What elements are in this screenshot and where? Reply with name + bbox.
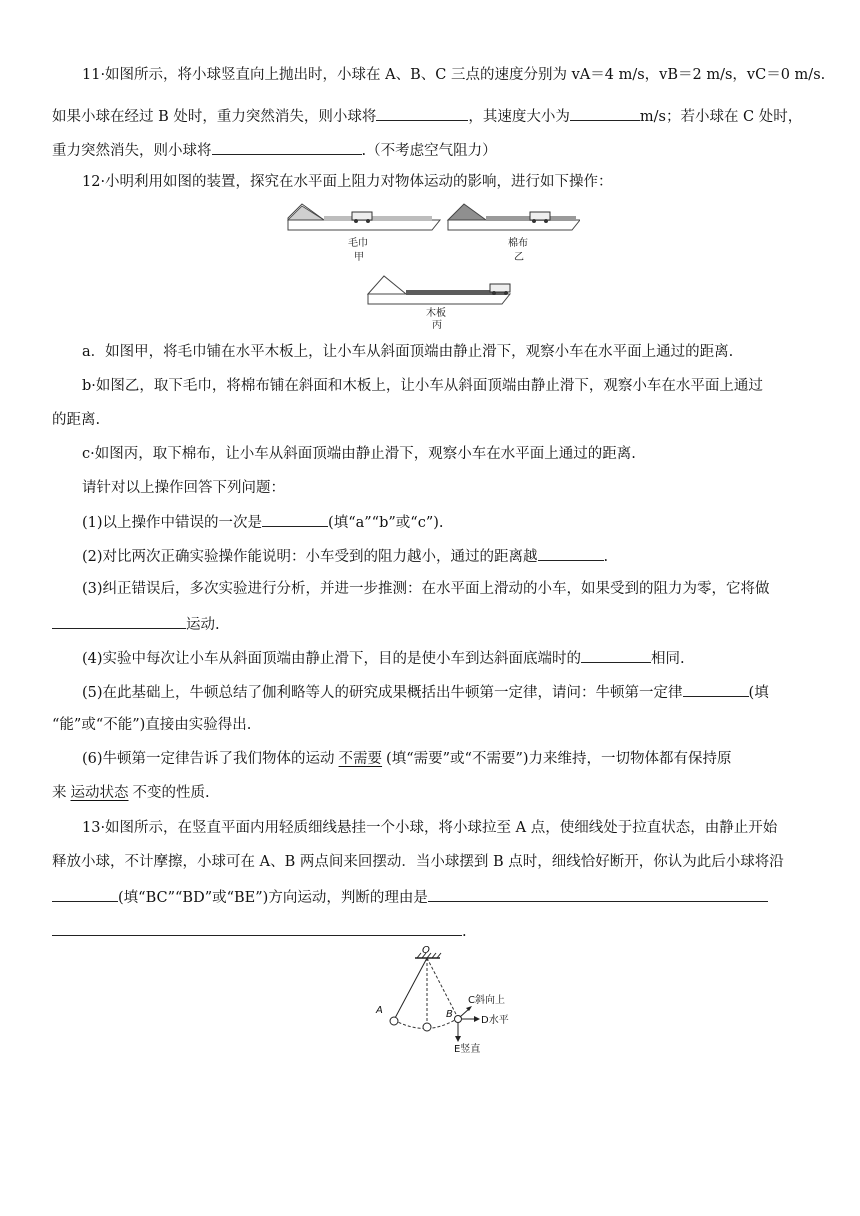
q12-answer-2: 运动状态 xyxy=(70,785,129,801)
q12-sub5-line2: “能”或“不能”)直接由实验得出. xyxy=(52,717,252,733)
q12-sub5-line1: (5)在此基础上，牛顿总结了伽利略等人的研究成果概括出牛顿第一定律，请问：牛顿第一定律 (填 xyxy=(82,681,812,703)
q11-line1: 11·如图所示，将小球竖直向上抛出时，小球在 A、B、C 三点的速度分别为 vA＝4 m/s，vB＝2 m/s，vC＝0 m/s. xyxy=(82,67,826,83)
label-E: E竖直 xyxy=(454,1044,481,1055)
q11-line2: 如果小球在经过 B 处时，重力突然消失，则小球将 ，其速度大小为 m/s；若小球在 C 处时， xyxy=(52,105,812,127)
q13-blank-1[interactable] xyxy=(52,886,118,902)
q12-prompt: 请针对以上操作回答下列问题： xyxy=(82,480,285,496)
fig-bing-name: 丙 xyxy=(432,320,442,330)
q12-blank-1[interactable] xyxy=(262,511,328,527)
q12-step-b-1: b·如图乙，取下毛巾，将棉布铺在斜面和木板上，让小车从斜面顶端由静止滑下，观察小车在水平面上通过 xyxy=(82,378,763,394)
q12-blank-5[interactable] xyxy=(683,681,749,697)
q11-blank-1[interactable] xyxy=(376,105,468,121)
q12-sub3-line1: (3)纠正错误后，多次实验进行分析，并进一步推测：在水平面上滑动的小车，如果受到的阻力为零，它将做 xyxy=(82,581,770,597)
q11-line3: 重力突然消失，则小球将 .（不考虑空气阻力） xyxy=(52,139,812,161)
q11-blank-2[interactable] xyxy=(570,105,640,121)
q11-blank-3[interactable] xyxy=(212,139,362,155)
q12-sub2: (2)对比两次正确实验操作能说明：小车受到的阻力越小，通过的距离越 . xyxy=(82,545,812,567)
q13-blank-2[interactable] xyxy=(428,886,768,902)
q13-line3: (填“BC”“BD”或“BE”)方向运动，判断的理由是 xyxy=(52,886,812,908)
q12-step-a: a．如图甲，将毛巾铺在水平木板上，让小车从斜面顶端由静止滑下，观察小车在水平面上通过的距离. xyxy=(82,344,734,360)
q12-sub6-line1: (6)牛顿第一定律告诉了我们物体的运动 不需要 (填“需要”或“不需要”)力来维持，一切物体都有保持原 xyxy=(82,751,732,767)
q12-figure xyxy=(280,196,580,330)
q13-blank-3[interactable] xyxy=(52,920,462,936)
q12-intro: 12·小明利用如图的装置，探究在水平面上阻力对物体运动的影响，进行如下操作： xyxy=(82,174,613,190)
label-C: C斜向上 xyxy=(468,995,505,1006)
fig-yi-name: 乙 xyxy=(514,252,524,263)
q12-blank-3[interactable] xyxy=(52,613,186,629)
q12-sub3-line2: 运动. xyxy=(52,613,812,635)
q12-blank-2[interactable] xyxy=(538,545,604,561)
q13-pendulum-figure xyxy=(370,946,520,1056)
fig-jia-name: 甲 xyxy=(354,252,364,263)
q12-sub6-line2: 来 运动状态 不变的性质. xyxy=(52,785,210,801)
q12-blank-4[interactable] xyxy=(581,647,651,663)
q12-sub4: (4)实验中每次让小车从斜面顶端由静止滑下，目的是使小车到达斜面底端时的 相同. xyxy=(82,647,812,669)
fig-jia-surface: 毛巾 xyxy=(348,238,368,249)
figure-jia xyxy=(288,204,440,263)
q12-step-b-2: 的距离. xyxy=(52,412,101,428)
fig-yi-surface: 棉布 xyxy=(508,238,528,249)
label-B: B xyxy=(446,1009,453,1020)
q12-sub1: (1)以上操作中错误的一次是 (填“a”“b”或“c”). xyxy=(82,511,812,533)
figure-yi xyxy=(448,204,580,263)
q12-step-c: c·如图丙，取下棉布，让小车从斜面顶端由静止滑下，观察小车在水平面上通过的距离. xyxy=(82,446,636,462)
figure-bing xyxy=(368,276,510,330)
q12-answer-1: 不需要 xyxy=(338,751,383,767)
q13-line4: . xyxy=(52,920,812,942)
q13-line1: 13·如图所示，在竖直平面内用轻质细线悬挂一个小球，将小球拉至 A 点，使细线处于拉直状态，由静止开始 xyxy=(82,820,778,836)
fig-bing-surface: 木板 xyxy=(426,308,446,319)
q13-line2: 释放小球，不计摩擦，小球可在 A、B 两点间来回摆动．当小球摆到 B 点时，细线恰好断开，你认为此后小球将沿 xyxy=(52,854,784,870)
label-D: D水平 xyxy=(481,1015,509,1026)
label-A: A xyxy=(376,1005,383,1016)
label-O: O xyxy=(422,946,430,956)
